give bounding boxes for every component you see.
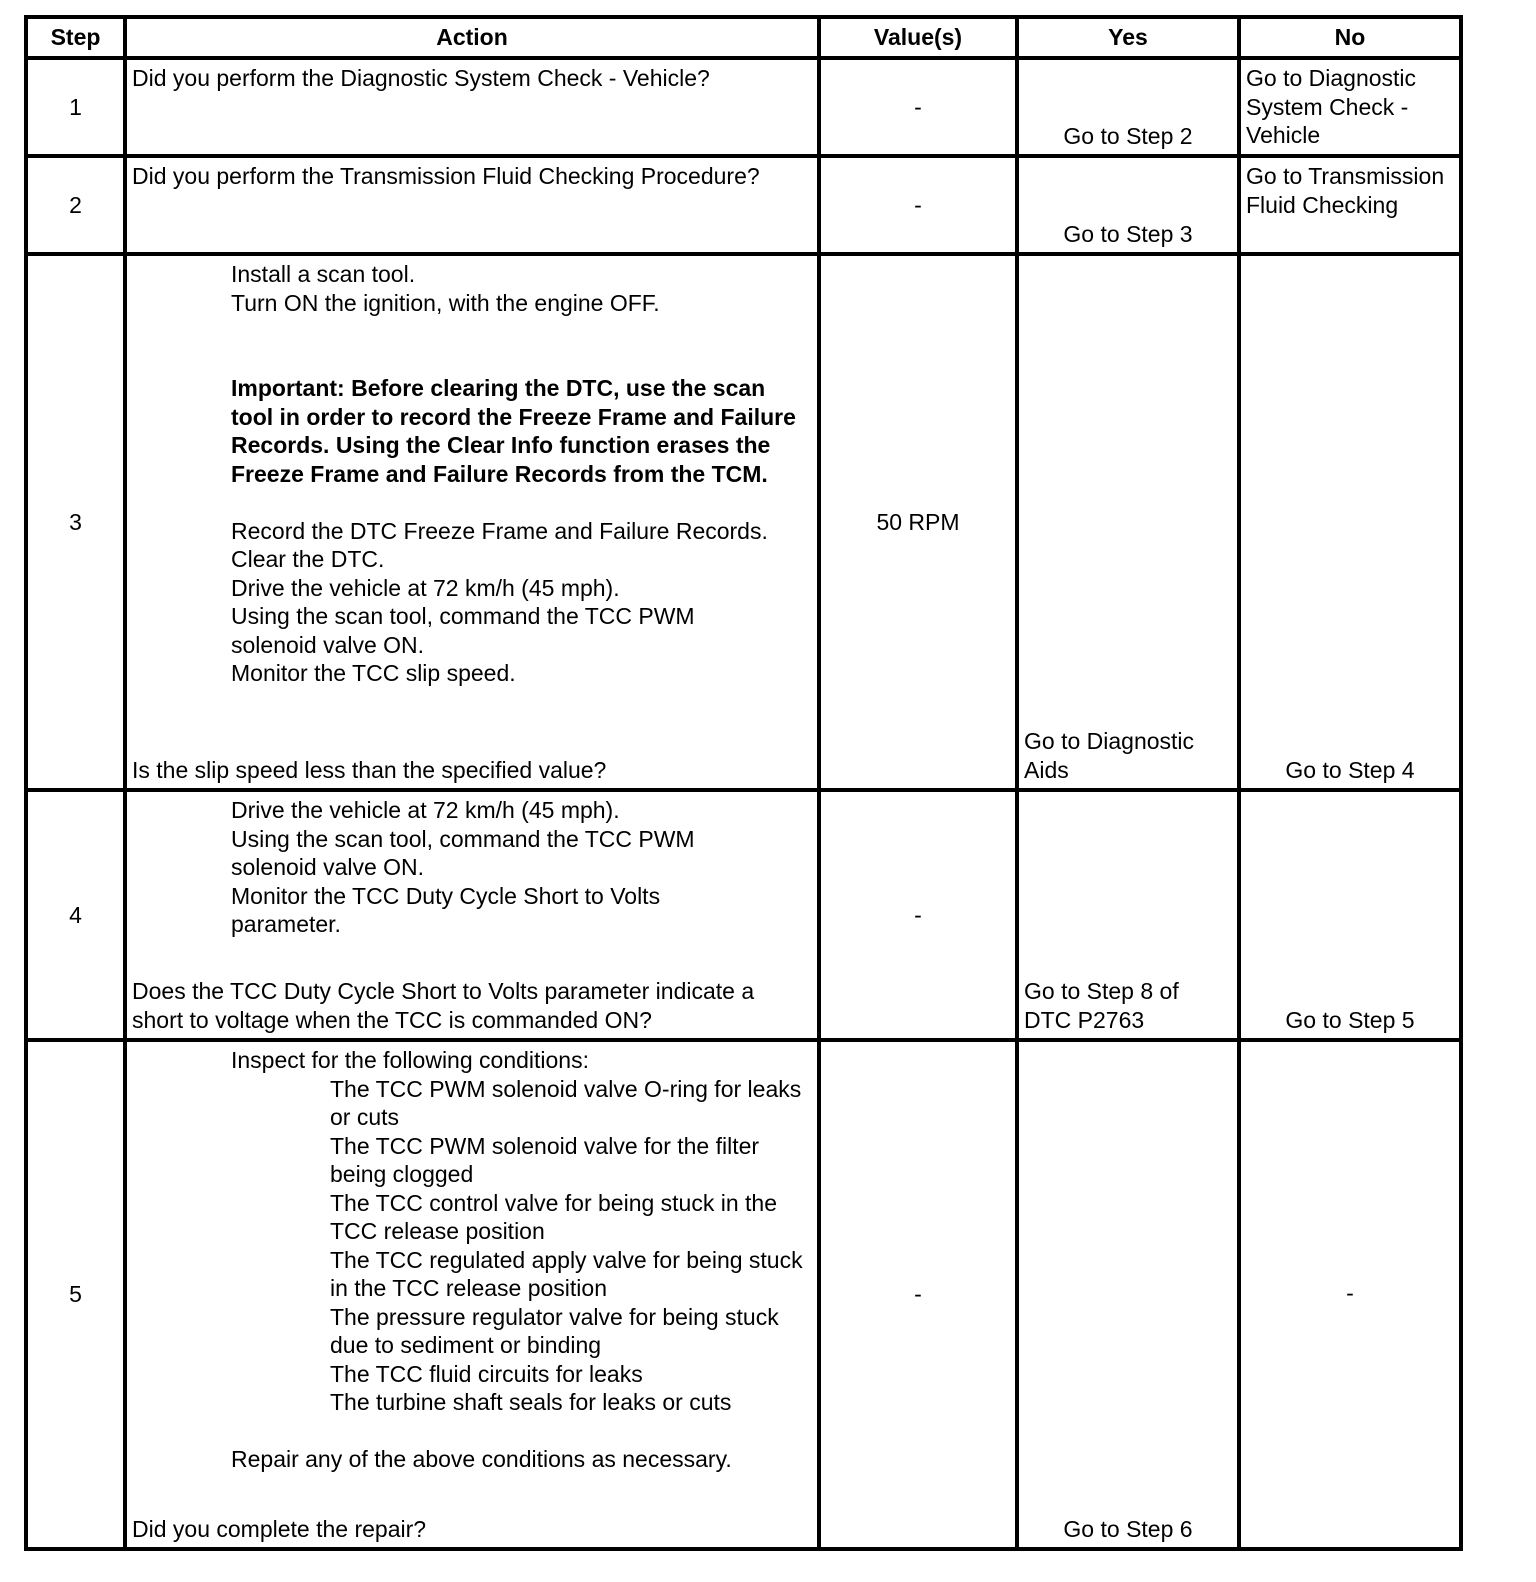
action-cell	[125, 254, 819, 790]
value-cell: -	[819, 156, 1017, 254]
condition-item: The TCC regulated apply valve for being stuck in the TCC release position	[330, 1246, 809, 1301]
action-instructions	[132, 1046, 811, 1075]
no-cell: Go to Step 4	[1239, 254, 1461, 790]
no-cell: Go to Transmission Fluid Checking	[1239, 156, 1461, 254]
instruction-line: Monitor the TCC Duty Cycle Short to Volts parameter.	[231, 882, 667, 937]
header-yes: Yes	[1017, 17, 1239, 58]
condition-item: The turbine shaft seals for leaks or cuts	[330, 1389, 732, 1415]
condition-item: The pressure regulator valve for being stuck due to sediment or binding	[330, 1303, 786, 1358]
condition-item: The TCC fluid circuits for leaks	[330, 1360, 643, 1387]
header-value: Value(s)	[819, 17, 1017, 58]
condition-item: The TCC PWM solenoid valve O-ring for leaks or cuts	[330, 1075, 808, 1130]
instruction-intro: Inspect for the following conditions:	[231, 1047, 589, 1073]
instruction-line: Drive the vehicle at 72 km/h (45 mph).	[231, 574, 620, 601]
instruction-line: Clear the DTC.	[231, 546, 385, 572]
header-action: Action	[125, 17, 819, 58]
instruction-line: Turn ON the ignition, with the engine OFF.	[231, 289, 660, 316]
action-question: Did you complete the repair?	[132, 1515, 427, 1542]
action-cell	[125, 790, 819, 1040]
table-row-step-1	[26, 58, 1461, 156]
step-number: 5	[26, 1040, 125, 1549]
instruction-line: Drive the vehicle at 72 km/h (45 mph).	[231, 797, 620, 823]
repair-instruction: Repair any of the above conditions as necessary.	[231, 1446, 732, 1472]
table-row-step-3	[26, 254, 1461, 790]
value-cell: -	[819, 1040, 1017, 1549]
instruction-line: Using the scan tool, command the TCC PWM solenoid valve ON.	[231, 825, 701, 880]
step-number: 2	[26, 156, 125, 254]
action-question: Does the TCC Duty Cycle Short to Volts parameter indicate a short to voltage when the TCC is commanded ON?	[132, 978, 761, 1033]
header-no: No	[1239, 17, 1461, 58]
instruction-line: Using the scan tool, command the TCC PWM solenoid valve ON.	[231, 603, 701, 658]
important-note: Important: Before clearing the DTC, use the scan tool in order to record the Freeze Frame and Failure Records. Using the Clear Info function erases the Freeze Frame and Failure Records from the TCM.	[231, 375, 803, 487]
header-step: Step	[26, 17, 125, 58]
value-cell: -	[819, 58, 1017, 156]
yes-cell: Go to Step 2	[1017, 58, 1239, 156]
yes-cell: Go to Step 8 of DTC P2763	[1017, 790, 1239, 1040]
no-cell: -	[1239, 1040, 1461, 1549]
step-number: 3	[26, 254, 125, 790]
action-instructions	[132, 796, 811, 939]
no-cell: Go to Diagnostic System Check - Vehicle	[1239, 58, 1461, 156]
condition-list	[132, 1075, 811, 1417]
no-cell: Go to Step 5	[1239, 790, 1461, 1040]
yes-cell: Go to Step 6	[1017, 1040, 1239, 1549]
diagnostic-table	[24, 15, 1463, 1551]
action-question: Did you perform the Diagnostic System Check - Vehicle?	[132, 65, 710, 91]
action-question: Did you perform the Transmission Fluid Checking Procedure?	[132, 163, 760, 189]
action-cell	[125, 156, 819, 254]
instruction-line: Install a scan tool.	[231, 261, 416, 287]
yes-cell: Go to Step 3	[1017, 156, 1239, 254]
instruction-line: Record the DTC Freeze Frame and Failure Records.	[231, 517, 768, 544]
step-number: 1	[26, 58, 125, 156]
value-cell: -	[819, 790, 1017, 1040]
table-row-step-5	[26, 1040, 1461, 1549]
yes-cell: Go to Diagnostic Aids	[1017, 254, 1239, 790]
action-cell	[125, 58, 819, 156]
header-row	[26, 17, 1461, 58]
value-cell: 50 RPM	[819, 254, 1017, 790]
table-row-step-2	[26, 156, 1461, 254]
condition-item: The TCC control valve for being stuck in the TCC release position	[330, 1189, 783, 1244]
action-instructions	[132, 260, 811, 688]
action-question: Is the slip speed less than the specified value?	[132, 756, 607, 783]
condition-item: The TCC PWM solenoid valve for the filter being clogged	[330, 1132, 766, 1187]
action-cell	[125, 1040, 819, 1549]
table-row-step-4	[26, 790, 1461, 1040]
instruction-line: Monitor the TCC slip speed.	[231, 660, 516, 686]
step-number: 4	[26, 790, 125, 1040]
